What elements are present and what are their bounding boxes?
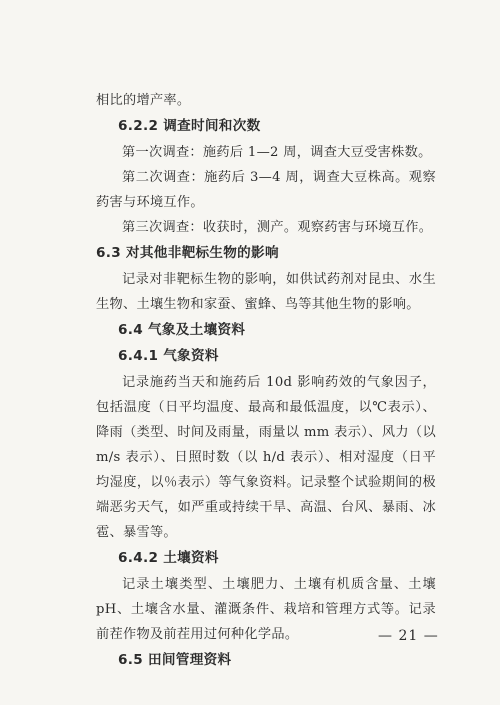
- section-heading: 6.3 对其他非靶标生物的影响: [96, 245, 279, 261]
- body-paragraph: 记录对非靶标生物的影响，如供试药剂对昆虫、水生生物、土壤生物和家蚕、蜜蜂、鸟等其他生物的影响。: [96, 272, 436, 312]
- section-heading: 6.4.1 气象资料: [118, 348, 219, 364]
- section-heading: 6.2.2 调查时间和次数: [118, 118, 261, 134]
- body-paragraph: 相比的增产率。: [96, 93, 191, 108]
- section-heading: 6.4 气象及土壤资料: [118, 322, 246, 338]
- body-paragraph: 第一次调查：施药后 1—2 周，调查大豆受害株数。: [122, 145, 432, 160]
- body-paragraph: 第三次调查：收获时，测产。观察药害与环境互作。: [122, 220, 433, 235]
- body-paragraph: 第二次调查：施药后 3—4 周，调查大豆株高。观察药害与环境互作。: [96, 170, 436, 210]
- section-heading: 6.4.2 土壤资料: [118, 550, 219, 566]
- page-content: [96, 88, 436, 674]
- body-paragraph: 记录土壤类型、土壤肥力、土壤有机质含量、土壤 pH、土壤含水量、灌溉条件、栽培和管理方式等。记录前茬作物及前茬用过何种化学品。: [96, 577, 436, 642]
- body-paragraph: 记录施药当天和施药后 10d 影响药效的气象因子，包括温度（日平均温度、最高和最低温度，以℃表示）、降雨（类型、时间及雨量，雨量以 mm 表示）、风力（以 m/s 表示）、日照时数（以 h/d 表示）、相对湿度（日平均湿度，以％表示）等气象资料。记录整个试验期间的极端恶劣天气，如严重或持续干旱、高温、台风、暴雨、冰雹、暴雪等。: [96, 375, 436, 540]
- page-number: — 21 —: [378, 628, 439, 644]
- section-heading: 6.5 田间管理资料: [118, 652, 232, 668]
